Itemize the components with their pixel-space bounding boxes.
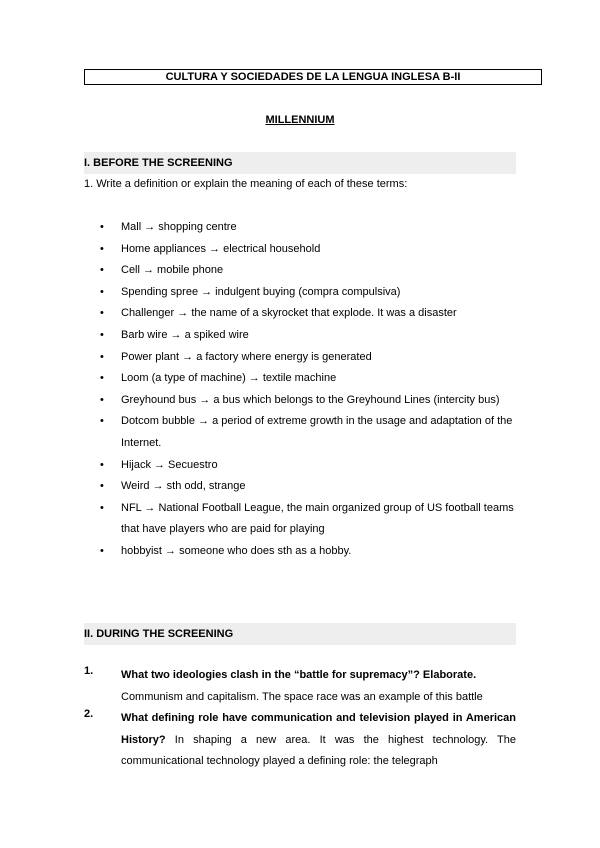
- question-item: [84, 708, 516, 773]
- document-title: MILLENNIUM: [265, 114, 335, 126]
- list-item: • Barb wire → a spiked wire: [100, 325, 520, 347]
- course-title: CULTURA Y SOCIEDADES DE LA LENGUA INGLESA B-II: [84, 69, 542, 85]
- list-item: • NFL → National Football League, the main organized group of US football teams that have players who are paid for playing: [100, 498, 520, 541]
- list-item: • Spending spree → indulgent buying (compra compulsiva): [100, 282, 520, 304]
- question-text: What two ideologies clash in the “battle for supremacy”? Elaborate.: [121, 669, 477, 681]
- list-item: • Hijack → Secuestro: [100, 455, 520, 477]
- answer-text: Communism and capitalism. The space race was an example of this battle: [121, 690, 483, 703]
- question-number: 1.: [84, 665, 94, 677]
- section-heading-during-screening: II. DURING THE SCREENING: [84, 623, 516, 645]
- term-list: [100, 217, 520, 563]
- list-item: • Loom (a type of machine) → textile machine: [100, 368, 520, 390]
- list-item: • Mall → shopping centre: [100, 217, 520, 239]
- instruction-text: 1. Write a definition or explain the meaning of each of these terms:: [84, 178, 408, 190]
- list-item: • Weird → sth odd, strange: [100, 476, 520, 498]
- section-heading-before-screening: I. BEFORE THE SCREENING: [84, 152, 516, 174]
- question-item: [84, 665, 516, 708]
- list-item: • Challenger → the name of a skyrocket that explode. It was a disaster: [100, 303, 520, 325]
- list-item: • Dotcom bubble → a period of extreme growth in the usage and adaptation of the Internet.: [100, 411, 520, 454]
- question-number: 2.: [84, 708, 94, 720]
- list-item: • Power plant → a factory where energy is generated: [100, 347, 520, 369]
- question-text: What defining role have communication and television played in American History?: [121, 712, 516, 746]
- list-item: • hobbyist → someone who does sth as a hobby.: [100, 541, 520, 563]
- list-item: • Cell → mobile phone: [100, 260, 520, 282]
- answer-text: In shaping a new area. It was the highest technology. The communicational technology played a defining role: the telegraph: [121, 733, 516, 768]
- list-item: • Greyhound bus → a bus which belongs to the Greyhound Lines (intercity bus): [100, 390, 520, 412]
- list-item: • Home appliances → electrical household: [100, 239, 520, 261]
